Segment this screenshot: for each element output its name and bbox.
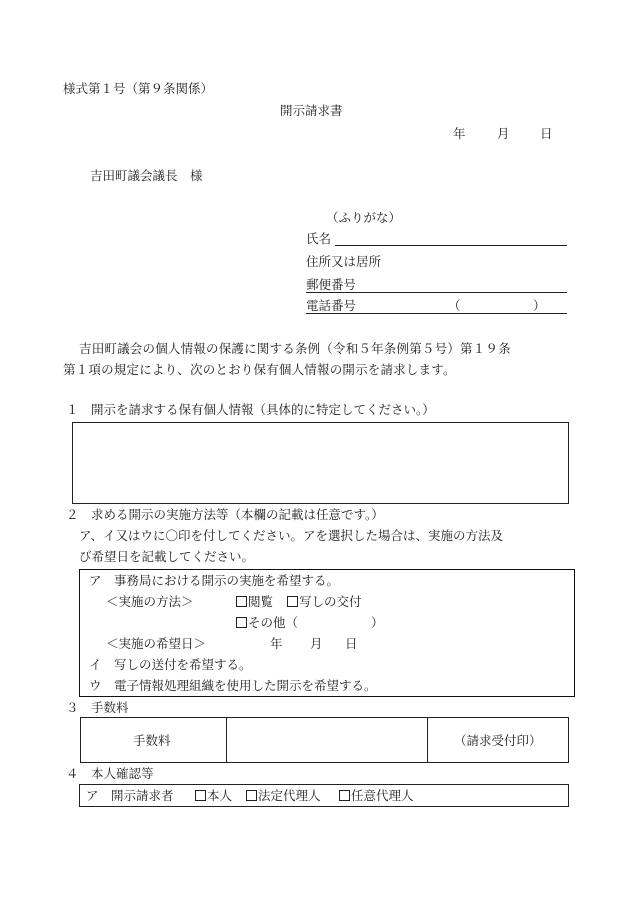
voluntary-agent-label: 任意代理人 xyxy=(351,788,414,803)
legal-agent-checkbox[interactable] xyxy=(246,790,257,801)
form-number: 様式第１号（第９条関係） xyxy=(63,81,214,96)
section2-note-line-1: ア、イ又はウに〇印を付してください。アを選択した場合は、実施の方法及 xyxy=(79,528,504,543)
date-day-label: 日 xyxy=(540,126,553,141)
option-a[interactable]: ア 事務局における開示の実施を希望する。 xyxy=(89,573,340,588)
copy-checkbox[interactable] xyxy=(287,596,298,607)
desired-date-label: ＜実施の希望日＞ xyxy=(106,636,207,651)
section2-heading: ２ 求める開示の実施方法等（本欄の記載は任意です。） xyxy=(66,507,384,522)
personal-info-value xyxy=(73,423,568,435)
method-other-label: その他（ xyxy=(248,615,299,630)
desired-year-label: 年 xyxy=(270,636,283,651)
section3-heading: ３ 手数料 xyxy=(66,700,129,715)
section4-heading: ４ 本人確認等 xyxy=(66,766,154,781)
postal-field[interactable] xyxy=(306,292,567,293)
method-copy-option[interactable] xyxy=(287,596,362,609)
identity-voluntary-option[interactable] xyxy=(339,790,414,803)
option-u[interactable]: ウ 電子情報処理組織を使用した開示を希望する。 xyxy=(89,678,377,693)
method-view-option[interactable] xyxy=(236,596,273,609)
fee-label: 手数料 xyxy=(133,733,171,748)
section1-heading: １ 開示を請求する保有個人情報（具体的に特定してください。） xyxy=(66,402,435,417)
legal-agent-label: 法定代理人 xyxy=(258,788,321,803)
identity-self-option[interactable] xyxy=(195,790,232,803)
identity-legal-option[interactable] xyxy=(246,790,321,803)
date-year-label: 年 xyxy=(453,126,466,141)
personal-info-field[interactable] xyxy=(72,422,569,504)
addressee: 吉田町議会議長 様 xyxy=(90,168,203,183)
postal-label: 郵便番号 xyxy=(306,277,357,292)
intro-line-2: 第１項の規定により、次のとおり保有個人情報の開示を請求します。 xyxy=(63,362,456,377)
method-label: ＜実施の方法＞ xyxy=(106,594,194,609)
fee-divider-1 xyxy=(226,717,227,763)
desired-day-label: 日 xyxy=(345,636,358,651)
method-view-label: 閲覧 xyxy=(248,594,274,609)
phone-label: 電話番号 xyxy=(306,298,357,313)
view-checkbox[interactable] xyxy=(236,596,247,607)
receipt-stamp-label: （請求受付印） xyxy=(454,733,542,748)
method-copy-label: 写しの交付 xyxy=(299,594,362,609)
fee-divider-2 xyxy=(427,717,428,763)
other-checkbox[interactable] xyxy=(236,617,247,628)
name-label: 氏名 xyxy=(306,231,332,246)
intro-line-1: 吉田町議会の個人情報の保護に関する条例（令和５年条例第５号）第１９条 xyxy=(79,341,511,356)
phone-paren-open: （ xyxy=(448,298,461,313)
section2-note-line-2: び希望日を記載してください。 xyxy=(79,549,255,564)
fee-value[interactable] xyxy=(235,735,421,749)
phone-field[interactable] xyxy=(306,313,567,314)
voluntary-agent-checkbox[interactable] xyxy=(339,790,350,801)
phone-paren-close: ） xyxy=(533,298,546,313)
self-checkbox[interactable] xyxy=(195,790,206,801)
furigana-label: （ふりがな） xyxy=(326,210,402,225)
name-field[interactable] xyxy=(335,245,567,246)
option-i[interactable]: イ 写しの送付を希望する。 xyxy=(89,657,252,672)
desired-month-label: 月 xyxy=(310,636,323,651)
method-other-option[interactable] xyxy=(236,617,298,630)
method-other-close: ） xyxy=(371,615,384,630)
requester-prefix: ア 開示請求者 xyxy=(86,788,174,803)
page-title: 開示請求書 xyxy=(280,103,343,118)
address-label: 住所又は居所 xyxy=(306,254,382,269)
self-label: 本人 xyxy=(207,788,233,803)
date-month-label: 月 xyxy=(497,126,510,141)
